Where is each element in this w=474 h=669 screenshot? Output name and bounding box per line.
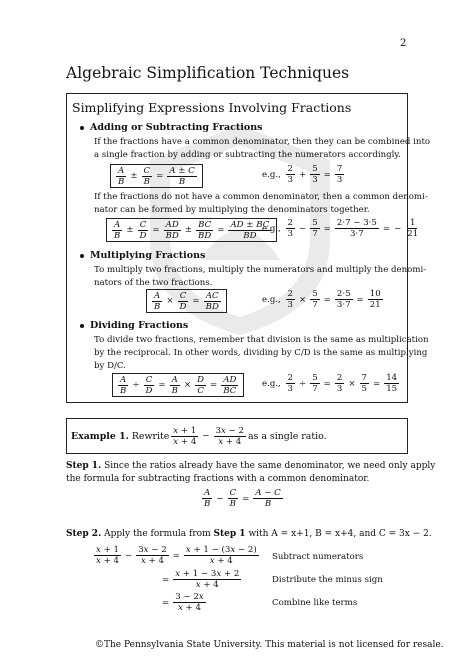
multiplying-heading: Multiplying Fractions — [80, 250, 205, 261]
note-subtract: Subtract numerators — [272, 552, 364, 562]
adding-example-1: e.g., $\frac{2}{3}$ + $\frac{5}{3}$ = $\frac{7}{3}$ — [262, 164, 343, 185]
adding-text-1: If the fractions have a common denominator, then they can be combined into a single fraction by adding or subtracting the numerators accordingly. — [94, 137, 431, 160]
adding-text-2: If the fractions do not have a common denominator, then a common denomi- nator can be formed by multiplying the denominators together. — [94, 192, 428, 215]
common-denominator-formula: $\frac{A}{B}$ ± $\frac{C}{B}$ = $\frac{A \pm C}{B}$ — [110, 164, 203, 188]
note-distribute: Distribute the minus sign — [272, 575, 383, 585]
step1-text: Step 1. Since the ratios already have the same denominator, we need only apply the formula for subtracting fractions with a common denominator. — [66, 461, 436, 484]
footer-copyright: ©The Pennsylvania State University. This material is not licensed for resale. — [95, 640, 444, 650]
example-box — [66, 418, 408, 454]
example-text-before: Rewrite — [131, 430, 170, 442]
different-denominator-formula: $\frac{A}{B}$ ± $\frac{C}{D}$ = $\frac{AD}{BD}$ ± $\frac{BC}{BD}$ = $\frac{AD \pm BC}{BD}$ — [106, 218, 277, 242]
dividing-example: e.g., $\frac{2}{3}$ ÷ $\frac{5}{7}$ = $\frac{2}{3}$ × $\frac{7}{5}$ = $\frac{14}{15}$ — [262, 373, 398, 394]
example-label: Example 1. — [71, 430, 129, 442]
page-title: Algebraic Simplification Techniques — [66, 64, 350, 82]
adding-heading: Adding or Subtracting Fractions — [80, 122, 262, 133]
box-title: Simplifying Expressions Involving Fractions — [72, 100, 352, 115]
step2-line-3: = $\frac{3 - 2x}{x + 4}$ — [162, 592, 204, 613]
example-expression: $\frac{x + 1}{x + 4}$ − $\frac{3x - 2}{x + 4}$ — [173, 425, 244, 447]
adding-example-2: e.g., $\frac{2}{3}$ − $\frac{5}{7}$ = $\frac{2\cdot 7 - 3\cdot 5}{3\cdot 7}$ = − $\frac{1}{21}$ — [262, 218, 419, 239]
dividing-heading: Dividing Fractions — [80, 320, 188, 331]
bullet-icon — [80, 324, 84, 328]
step1-formula: $\frac{A}{B}$ − $\frac{C}{B}$ = $\frac{A - C}{B}$ — [204, 488, 281, 509]
dividing-text: To divide two fractions, remember that division is the same as multiplication by the reciprocal. In other words, dividing by C/D is the same as multiplying by D/C. — [94, 335, 429, 371]
step2-text: Step 2. Apply the formula from Step 1 with A = x+1, B = x+4, and C = 3x − 2. — [66, 529, 432, 539]
multiplying-text: To multiply two fractions, multiply the numerators and multiply the denomi- nators of the two fractions. — [94, 265, 427, 288]
bullet-icon — [80, 126, 84, 130]
step2-line-2: = $\frac{x + 1 - 3x + 2}{x + 4}$ — [162, 569, 240, 590]
division-formula: $\frac{A}{B}$ ÷ $\frac{C}{D}$ = $\frac{A}{B}$ × $\frac{D}{C}$ = $\frac{AD}{BC}$ — [112, 373, 244, 397]
note-combine: Combine like terms — [272, 598, 358, 608]
step2-line-1: $\frac{x + 1}{x + 4}$ − $\frac{3x - 2}{x + 4}$ = $\frac{x + 1 - (3x - 2)}{x + 4}$ — [96, 545, 257, 566]
multiplication-formula: $\frac{A}{B}$ × $\frac{C}{D}$ = $\frac{AC}{BD}$ — [146, 289, 227, 313]
example-text-after: as a single ratio. — [247, 430, 327, 442]
bullet-icon — [80, 254, 84, 258]
multiplying-example: e.g., $\frac{2}{3}$ × $\frac{5}{7}$ = $\frac{2\cdot 5}{3\cdot 7}$ = $\frac{10}{21}$ — [262, 289, 381, 310]
page-number: 2 — [400, 38, 407, 49]
